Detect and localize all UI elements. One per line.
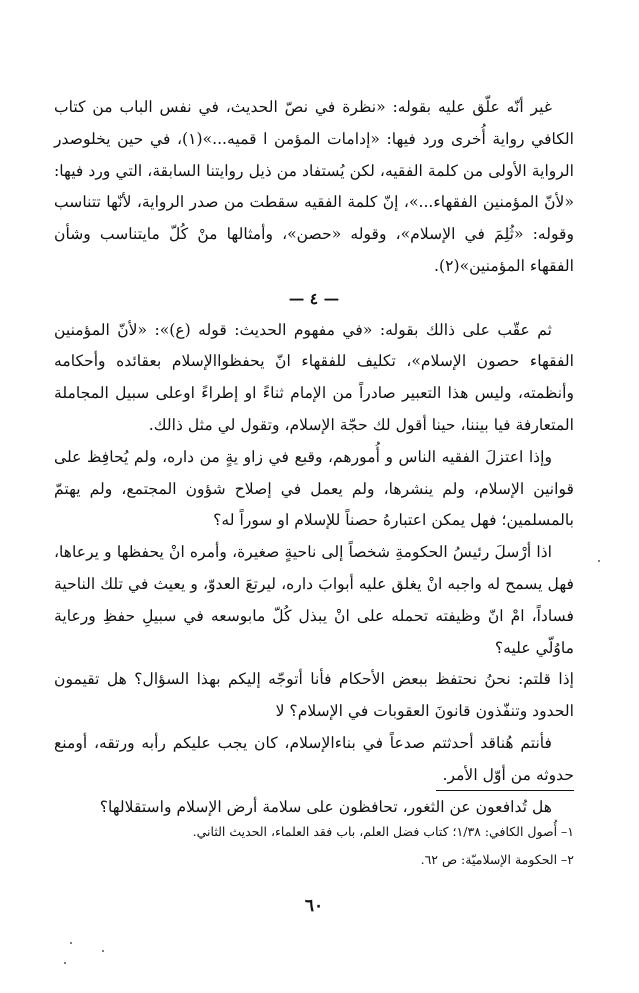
scan-speck	[102, 950, 104, 952]
footnote-1: ١– أُصول الكافي: ١/٣٨؛ كتاب فضل العلم، باب فقد العلماء، الحديث الثاني.	[192, 824, 574, 839]
footnote-divider	[436, 790, 574, 791]
paragraph-6: فأنتم هُناقد أحدثتم صدعاً في بناءالإسلام، كان يجب عليكم رأبه ورتقه، أومنع حدوثه من أوّل الأمر.	[54, 733, 574, 784]
paragraph-3: وإذا اعتزلَ الفقيه الناس و أُمورهم، وقبع في زاو يةٍ من داره، ولم يُحافِظ على قوانين الإسلام، ولم ينشرها، ولم يعمل في إصلاح شؤون المجتمع، ولم يهتمّ بالمسلمين؛ فهل يمكن اعتبارهُ حصناً للإسلام او سوراً له؟	[54, 447, 574, 530]
paragraph-2: ثم عقّب على ذالك بقوله: «في مفهوم الحديث: قوله (ع)»: «لأنّ المؤمنين الفقهاء حصون الإسلام»، تكليف للفقهاء انّ يحفظواالإسلام بعقائده وأحكامه وأنظمته، وليس هذا التعبير صادراً من الإمام ثناءً او إطراءً اوعلى سبيل المجاملة المتعارفة فيا بيننا، حينا أقول لك حجّة الإسلام، وتقول لي مثل ذالك.	[54, 320, 574, 434]
paragraph-1: غير أنّه علّق عليه بقوله: «نظرة في نصّ الحديث، في نفس الباب من كتاب الكافي رواية أُخرى ورد فيها: «إدامات المؤمن ا قميه...»(١)، في حين يخلوصدر الرواية الأولى من كلمة الفقيه، لكن يُستفاد من ذيل روايتنا السابقة، التي ورد فيها: «لأنّ المؤمنين الفقهاء...»، إنّ كلمة الفقيه سقطت من صدر الرواية، لأنّها تتناسب وقوله: «ثُلِمَ في الإسلام»، وقوله «حصن»، وأمثالها منْ كُلّ مايتناسب وشأن الفقهاء المؤمنين»(٢).	[54, 98, 574, 275]
paragraph-4: اذا أرْسلَ رئيسُ الحكومةِ شخصاً إلى ناحيةٍ صغيرة، وأمره انْ يحفظها و يرعاها، فهل يسمح له واجبه انْ يغلق عليه أبوابَ داره، ليرتعَ العدوّ، و يعيث في تلك الناحية فساداً، امْ انّ وظيفته تحمله على انْ يبذل كُلّ مابوسعه في سبيلِ حفظِ ورعاية ماوُلّي عليه؟	[54, 543, 574, 657]
page-body	[54, 92, 574, 972]
footnotes	[54, 818, 574, 874]
page-number: ٦٠	[304, 896, 324, 916]
scan-speck	[598, 560, 600, 562]
paragraph-5: إذا قلتم: نحنُ نحتفظ ببعض الأحكام فأنا أتوجّه إليكم بهذا السؤال؟ هل تقيمون الحدود وتنفّذون قانونَ العقوبات في الإسلام؟ لا	[54, 670, 574, 721]
section-number: — ٤ —	[288, 288, 340, 308]
scan-speck	[64, 962, 66, 964]
paragraph-7: هل تُدافعون عن الثغور، تحافظون على سلامة أرض الإسلام واستقلالها؟	[99, 797, 552, 816]
footnote-2: ٢– الحكومة الإسلاميّة: ص ٦٢.	[420, 852, 574, 867]
scan-speck	[70, 942, 72, 944]
